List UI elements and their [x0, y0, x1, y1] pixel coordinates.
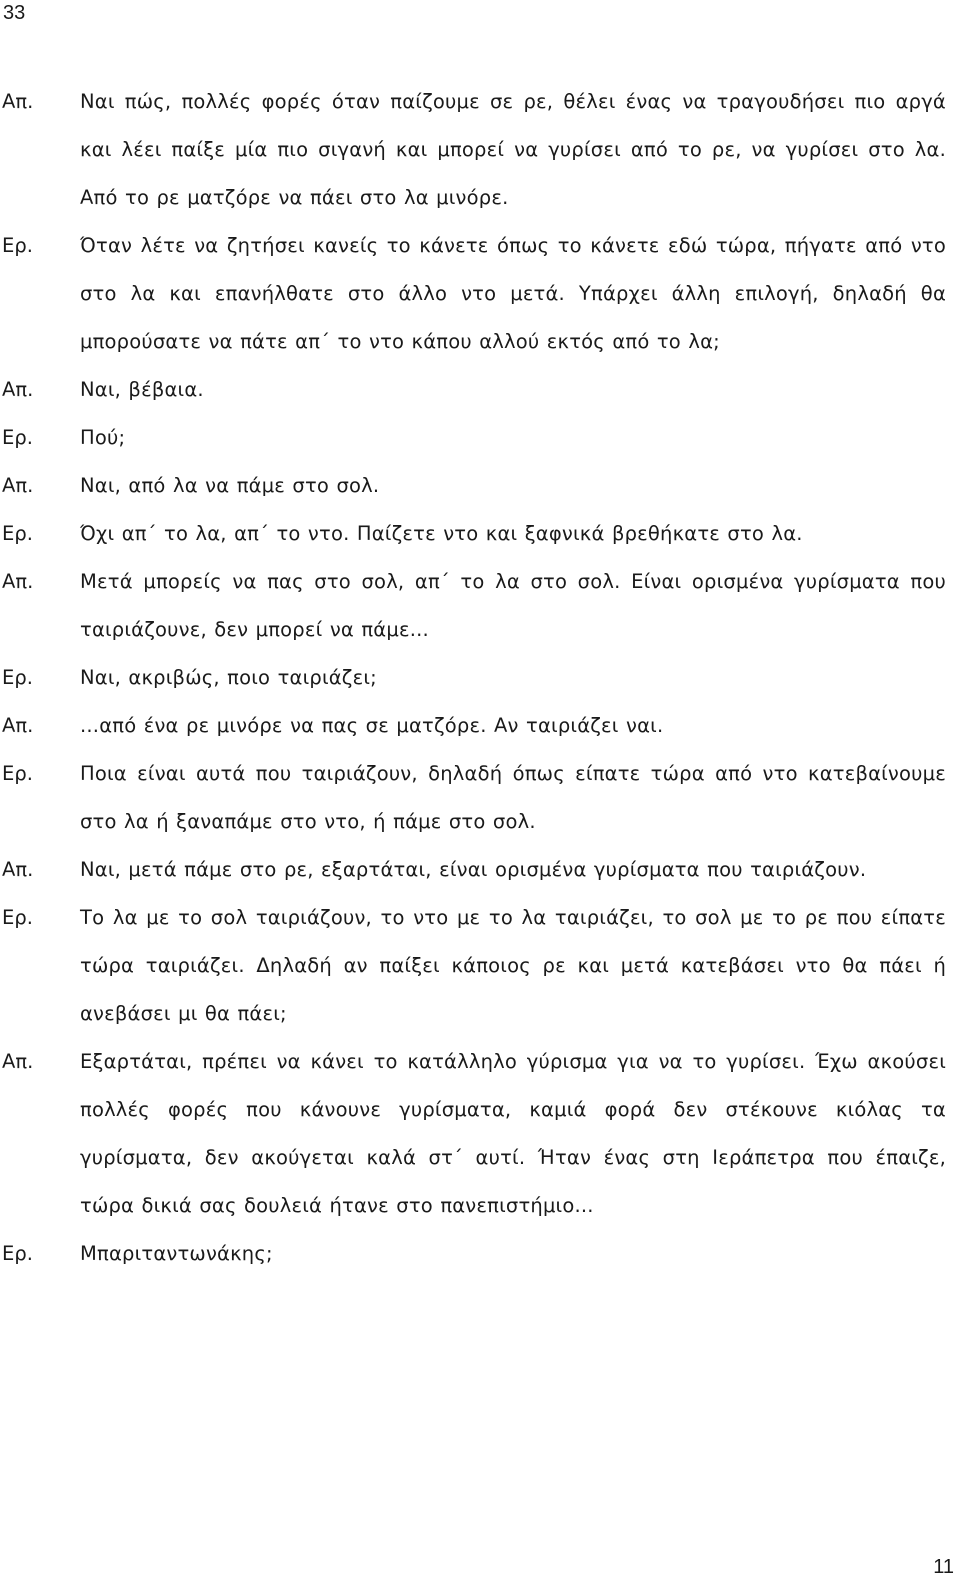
utterance-text: Ναι, από λα να πάμε στο σολ.: [80, 474, 380, 497]
transcript-entry: [0, 750, 960, 846]
speaker-label: Απ.: [2, 570, 34, 593]
transcript-entry: [0, 846, 960, 894]
transcript-entry: [0, 894, 960, 1038]
utterance-text: Το λα με το σολ ταιριάζουν, το ντο με το λα ταιριάζει, το σολ με το ρε που είπατε τώρα ταιριάζει. Δηλαδή αν παίξει κάποιος ρε και μετά κατεβάσει ντο θα πάει ή ανεβάσει μι θα πάει;: [80, 906, 946, 1025]
transcript-entry: [0, 702, 960, 750]
utterance-text: Όταν λέτε να ζητήσει κανείς το κάνετε όπως το κάνετε εδώ τώρα, πήγατε από ντο στο λα και επανήλθατε στο άλλο ντο μετά. Υπάρχει άλλη επιλογή, δηλαδή θα μπορούσατε να πάτε απ΄ το ντο κάπου αλλού εκτός από το λα;: [80, 234, 946, 353]
speaker-label: Απ.: [2, 378, 34, 401]
speaker-label: Ερ.: [2, 234, 33, 257]
utterance-text: Όχι απ΄ το λα, απ΄ το ντο. Παίζετε ντο και ξαφνικά βρεθήκατε στο λα.: [80, 522, 803, 545]
transcript-entry: [0, 558, 960, 654]
transcript-entry: [0, 78, 960, 222]
transcript-entry: [0, 1230, 960, 1278]
utterance-text: Πού;: [80, 426, 126, 449]
speaker-label: Απ.: [2, 714, 34, 737]
speaker-label: Ερ.: [2, 426, 33, 449]
utterance-text: Ποια είναι αυτά που ταιριάζουν, δηλαδή όπως είπατε τώρα από ντο κατεβαίνουμε στο λα ή ξαναπάμε στο ντο, ή πάμε στο σολ.: [80, 762, 946, 833]
transcript-entry: [0, 462, 960, 510]
speaker-label: Απ.: [2, 474, 34, 497]
page-number-top: 33: [3, 2, 26, 24]
speaker-label: Ερ.: [2, 522, 33, 545]
utterance-text: ...από ένα ρε μινόρε να πας σε ματζόρε. Αν ταιριάζει ναι.: [80, 714, 664, 737]
speaker-label: Ερ.: [2, 1242, 33, 1265]
transcript-entry: [0, 222, 960, 366]
speaker-label: Ερ.: [2, 906, 33, 929]
utterance-text: Εξαρτάται, πρέπει να κάνει το κατάλληλο γύρισμα για να το γυρίσει. Έχω ακούσει πολλές φορές που κάνουνε γυρίσματα, καμιά φορά δεν στέκουνε κιόλας τα γυρίσματα, δεν ακούγεται καλά στ΄ αυτί. Ήταν ένας στη Ιεράπετρα που έπαιζε, τώρα δικιά σας δουλειά ήτανε στο πανεπιστήμιο...: [80, 1050, 946, 1217]
utterance-text: Ναι, βέβαια.: [80, 378, 204, 401]
speaker-label: Απ.: [2, 1050, 34, 1073]
transcript-entry: [0, 414, 960, 462]
speaker-label: Απ.: [2, 90, 34, 113]
utterance-text: Μπαριταντωνάκης;: [80, 1242, 273, 1265]
transcript-entry: [0, 510, 960, 558]
transcript-entry: [0, 654, 960, 702]
utterance-text: Ναι, ακριβώς, ποιο ταιριάζει;: [80, 666, 377, 689]
utterance-text: Ναι πώς, πολλές φορές όταν παίζουμε σε ρε, θέλει ένας να τραγουδήσει πιο αργά και λέει παίξε μία πιο σιγανή και μπορεί να γυρίσει από το ρε, να γυρίσει στο λα. Από το ρε ματζόρε να πάει στο λα μινόρε.: [80, 90, 946, 209]
page-number-bottom: 11: [933, 1556, 954, 1578]
speaker-label: Απ.: [2, 858, 34, 881]
utterance-text: Ναι, μετά πάμε στο ρε, εξαρτάται, είναι ορισμένα γυρίσματα που ταιριάζουν.: [80, 858, 867, 881]
speaker-label: Ερ.: [2, 666, 33, 689]
transcript-entry: [0, 1038, 960, 1230]
interview-transcript: [0, 78, 960, 1278]
transcript-entry: [0, 366, 960, 414]
speaker-label: Ερ.: [2, 762, 33, 785]
utterance-text: Μετά μπορείς να πας στο σολ, απ΄ το λα στο σολ. Είναι ορισμένα γυρίσματα που ταιριάζουνε, δεν μπορεί να πάμε...: [80, 570, 946, 641]
